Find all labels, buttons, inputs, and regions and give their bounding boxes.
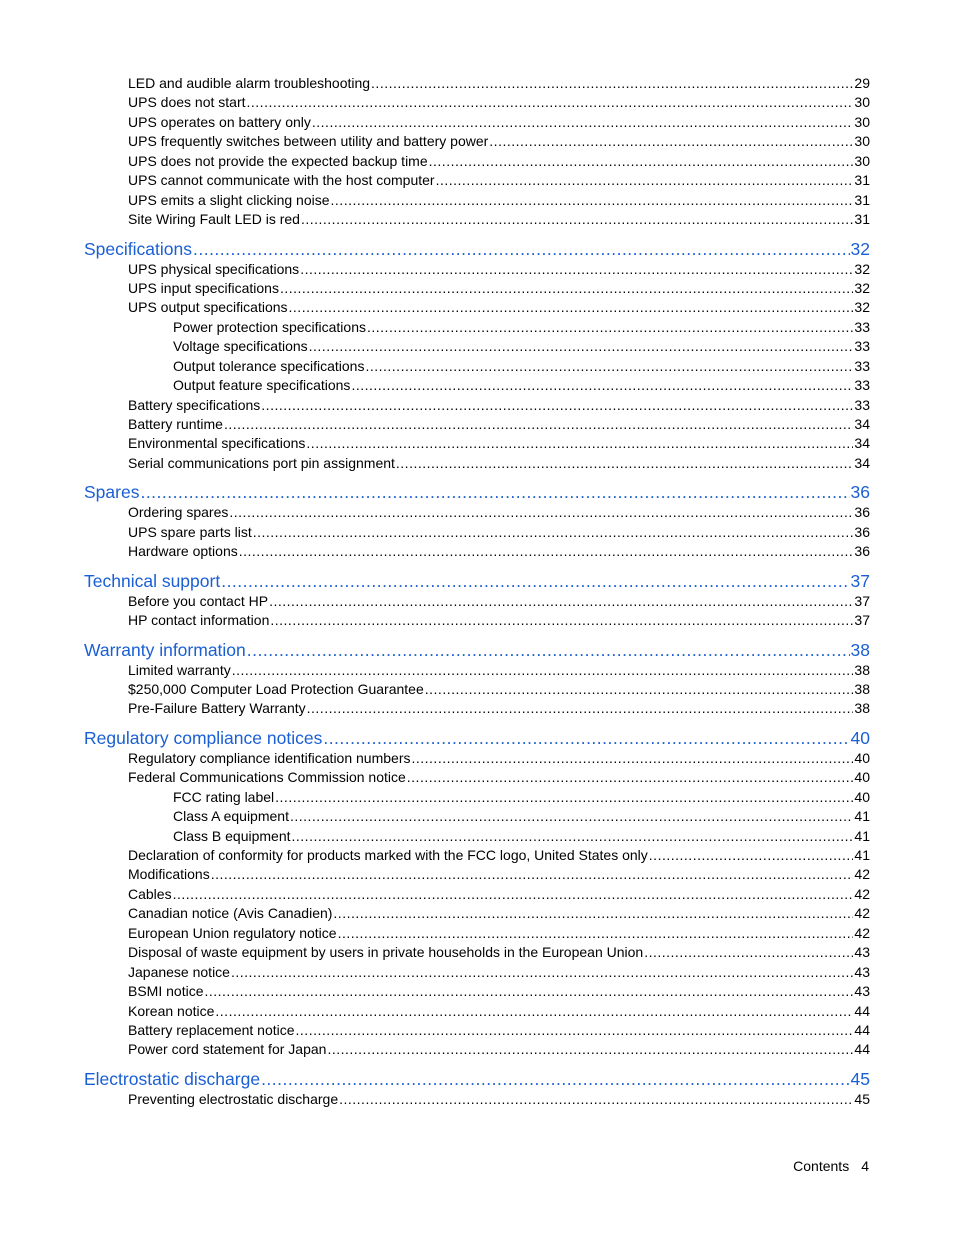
toc-dot-leader <box>232 661 854 680</box>
toc-entry-page-number: 36 <box>850 482 870 503</box>
toc-entry-label: UPS operates on battery only <box>128 113 311 130</box>
toc-entry-page-number: 34 <box>854 435 870 452</box>
toc-entry-page-number: 40 <box>854 769 870 786</box>
toc-dot-leader <box>193 238 850 260</box>
toc-dot-leader <box>215 1002 853 1021</box>
toc-entry-page-number: 38 <box>854 661 870 678</box>
toc-section-entry[interactable] <box>84 846 870 865</box>
toc-section-entry[interactable] <box>84 93 870 112</box>
toc-entry-page-number: 31 <box>854 172 870 189</box>
toc-entry-page-number: 29 <box>854 75 870 91</box>
toc-dot-leader <box>296 1021 854 1040</box>
toc-dot-leader <box>351 376 853 395</box>
toc-dot-leader <box>292 827 854 846</box>
toc-section-entry[interactable] <box>84 74 870 93</box>
toc-dot-leader <box>411 749 853 768</box>
toc-dot-leader <box>327 1040 853 1059</box>
toc-entry-page-number: 37 <box>854 612 870 629</box>
toc-entry-page-number: 36 <box>854 543 870 560</box>
toc-entry-label: Warranty information <box>84 639 246 660</box>
toc-section-entry[interactable] <box>84 963 870 982</box>
toc-entry-page-number: 36 <box>854 523 870 540</box>
toc-entry-label: FCC rating label <box>173 788 275 805</box>
toc-section-entry[interactable] <box>84 113 870 132</box>
toc-entry-page-number: 33 <box>854 357 870 374</box>
toc-dot-leader <box>331 191 854 210</box>
toc-entry-page-number: 43 <box>854 944 870 961</box>
toc-entry-label: Cables <box>128 885 172 902</box>
toc-entry-page-number: 42 <box>854 905 870 922</box>
toc-dot-leader <box>290 807 853 826</box>
toc-dot-leader <box>306 434 853 453</box>
toc-dot-leader <box>338 924 854 943</box>
toc-dot-leader <box>275 788 853 807</box>
toc-section-entry[interactable] <box>84 415 870 434</box>
toc-entry-label: Environmental specifications <box>128 435 306 452</box>
toc-dot-leader <box>269 592 853 611</box>
toc-section-entry[interactable] <box>84 542 870 561</box>
toc-entry-page-number: 31 <box>854 211 870 228</box>
toc-entry-page-number: 43 <box>854 963 870 980</box>
toc-chapter-entry[interactable] <box>84 481 870 503</box>
toc-entry-label: Spares <box>84 482 140 503</box>
toc-dot-leader <box>247 93 854 112</box>
toc-entry-page-number: 40 <box>854 749 870 766</box>
toc-entry-page-number: 43 <box>854 983 870 1000</box>
toc-entry-page-number: 38 <box>854 680 870 697</box>
toc-dot-leader <box>407 768 854 787</box>
toc-entry-label: Ordering spares <box>128 504 229 521</box>
toc-dot-leader <box>365 357 853 376</box>
toc-entry-label: Limited warranty <box>128 661 231 678</box>
toc-entry-label: Modifications <box>128 866 210 883</box>
toc-section-entry[interactable] <box>84 699 870 718</box>
toc-dot-leader <box>644 943 853 962</box>
toc-chapter-entry[interactable] <box>84 1068 870 1090</box>
toc-entry-page-number: 32 <box>854 299 870 316</box>
toc-subsection-entry[interactable] <box>84 827 870 846</box>
toc-section-entry[interactable] <box>84 1040 870 1059</box>
toc-section-entry[interactable] <box>84 191 870 210</box>
toc-entry-label: $250,000 Computer Load Protection Guarantee <box>128 680 424 697</box>
toc-dot-leader <box>173 885 854 904</box>
toc-entry-page-number: 33 <box>854 377 870 394</box>
toc-entry-page-number: 45 <box>854 1090 870 1107</box>
toc-entry-label: UPS cannot communicate with the host computer <box>128 172 435 189</box>
toc-entry-page-number: 30 <box>854 133 870 150</box>
toc-section-entry[interactable] <box>84 749 870 768</box>
toc-entry-label: Preventing electrostatic discharge <box>128 1090 339 1107</box>
toc-dot-leader <box>649 846 854 865</box>
toc-entry-page-number: 33 <box>854 318 870 335</box>
toc-dot-leader <box>489 132 853 151</box>
toc-dot-leader <box>211 865 854 884</box>
toc-section-entry[interactable] <box>84 943 870 962</box>
toc-section-entry[interactable] <box>84 396 870 415</box>
toc-section-entry[interactable] <box>84 279 870 298</box>
toc-section-entry[interactable] <box>84 768 870 787</box>
toc-entry-label: Battery runtime <box>128 416 223 432</box>
toc-section-entry[interactable] <box>84 885 870 904</box>
toc-entry-page-number: 32 <box>854 279 870 296</box>
toc-dot-leader <box>371 74 853 93</box>
page-footer <box>793 1158 869 1174</box>
toc-entry-page-number: 45 <box>850 1068 870 1089</box>
toc-section-entry[interactable] <box>84 503 870 522</box>
toc-entry-label: UPS output specifications <box>128 299 288 316</box>
toc-chapter-entry[interactable] <box>84 639 870 661</box>
toc-dot-leader <box>309 337 854 356</box>
toc-entry-label: Battery replacement notice <box>128 1021 295 1038</box>
toc-entry-page-number: 32 <box>854 260 870 277</box>
toc-dot-leader <box>261 396 853 415</box>
toc-dot-leader <box>323 727 849 749</box>
toc-entry-label: UPS physical specifications <box>128 260 300 277</box>
toc-entry-label: UPS emits a slight clicking noise <box>128 191 330 208</box>
toc-section-entry[interactable] <box>84 982 870 1001</box>
toc-entry-page-number: 30 <box>854 152 870 169</box>
toc-entry-label: LED and audible alarm troubleshooting <box>128 75 371 91</box>
toc-dot-leader <box>436 171 854 190</box>
toc-dot-leader <box>224 415 853 434</box>
toc-entry-label: Battery specifications <box>128 396 261 413</box>
toc-chapter-entry[interactable] <box>84 238 870 260</box>
toc-entry-label: Power protection specifications <box>173 318 366 335</box>
toc-entry-page-number: 41 <box>854 808 870 825</box>
toc-entry-label: UPS does not provide the expected backup time <box>128 152 428 169</box>
toc-entry-label: Serial communications port pin assignment <box>128 454 395 471</box>
toc-dot-leader <box>307 699 854 718</box>
toc-section-entry[interactable] <box>84 1021 870 1040</box>
toc-dot-leader <box>396 454 854 473</box>
toc-entry-label: Canadian notice (Avis Canadien) <box>128 905 333 922</box>
toc-subsection-entry[interactable] <box>84 788 870 807</box>
toc-entry-page-number: 37 <box>850 570 870 591</box>
toc-section-entry[interactable] <box>84 210 870 229</box>
toc-dot-leader <box>429 152 854 171</box>
toc-section-entry[interactable] <box>84 865 870 884</box>
toc-section-entry[interactable] <box>84 434 870 453</box>
toc-entry-label: Class A equipment <box>173 808 289 825</box>
toc-entry-label: UPS input specifications <box>128 279 279 296</box>
toc-entry-label: Pre-Failure Battery Warranty <box>128 700 306 717</box>
toc-dot-leader <box>253 523 854 542</box>
toc-dot-leader <box>229 503 853 522</box>
toc-entry-page-number: 33 <box>854 396 870 413</box>
toc-section-entry[interactable] <box>84 132 870 151</box>
toc-dot-leader <box>301 210 853 229</box>
toc-dot-leader <box>221 570 849 592</box>
toc-dot-leader <box>247 639 850 661</box>
toc-section-entry[interactable] <box>84 1090 870 1109</box>
toc-entry-label: Output feature specifications <box>173 377 351 394</box>
toc-entry-page-number: 42 <box>854 866 870 883</box>
toc-entry-page-number: 37 <box>854 592 870 609</box>
toc-chapter-entry[interactable] <box>84 570 870 592</box>
toc-subsection-entry[interactable] <box>84 357 870 376</box>
toc-entry-label: European Union regulatory notice <box>128 924 337 941</box>
toc-dot-leader <box>140 481 849 503</box>
toc-entry-page-number: 38 <box>850 639 870 660</box>
toc-entry-label: BSMI notice <box>128 983 204 1000</box>
toc-entry-label: Voltage specifications <box>173 338 308 355</box>
toc-entry-label: Japanese notice <box>128 963 230 980</box>
toc-section-entry[interactable] <box>84 454 870 473</box>
toc-entry-label: Power cord statement for Japan <box>128 1041 327 1058</box>
toc-section-entry[interactable] <box>84 611 870 630</box>
toc-section-entry[interactable] <box>84 298 870 317</box>
toc-section-entry[interactable] <box>84 1002 870 1021</box>
toc-dot-leader <box>204 982 853 1001</box>
footer-section-label: Contents <box>793 1158 850 1174</box>
toc-entry-page-number: 36 <box>854 504 870 521</box>
toc-entry-label: Declaration of conformity for products marked with the FCC logo, United States only <box>128 847 648 863</box>
toc-section-entry[interactable] <box>84 661 870 680</box>
toc-dot-leader <box>239 542 854 561</box>
toc-section-entry[interactable] <box>84 523 870 542</box>
toc-dot-leader <box>333 904 853 923</box>
toc-section-entry[interactable] <box>84 171 870 190</box>
toc-section-entry[interactable] <box>84 260 870 279</box>
toc-entry-label: Korean notice <box>128 1002 215 1019</box>
toc-dot-leader <box>312 113 854 132</box>
toc-entry-label: Site Wiring Fault LED is red <box>128 211 300 228</box>
toc-entry-label: Before you contact HP <box>128 592 269 609</box>
toc-entry-page-number: 42 <box>854 885 870 902</box>
toc-entry-page-number: 34 <box>854 454 870 471</box>
toc-entry-page-number: 44 <box>854 1021 870 1038</box>
toc-subsection-entry[interactable] <box>84 318 870 337</box>
toc-section-entry[interactable] <box>84 904 870 923</box>
toc-entry-label: Class B equipment <box>173 827 291 844</box>
toc-dot-leader <box>261 1068 849 1090</box>
toc-entry-label: Output tolerance specifications <box>173 357 365 374</box>
toc-entry-label: Regulatory compliance notices <box>84 727 323 748</box>
table-of-contents <box>84 74 870 1109</box>
toc-entry-page-number: 40 <box>854 788 870 805</box>
toc-entry-label: UPS does not start <box>128 94 246 111</box>
toc-entry-label: Hardware options <box>128 543 238 560</box>
toc-entry-page-number: 44 <box>854 1041 870 1058</box>
toc-entry-page-number: 41 <box>854 827 870 844</box>
toc-dot-leader <box>339 1090 853 1109</box>
toc-section-entry[interactable] <box>84 680 870 699</box>
toc-entry-page-number: 44 <box>854 1002 870 1019</box>
toc-subsection-entry[interactable] <box>84 376 870 395</box>
toc-entry-page-number: 38 <box>854 700 870 717</box>
toc-section-entry[interactable] <box>84 924 870 943</box>
toc-entry-page-number: 31 <box>854 191 870 208</box>
toc-dot-leader <box>300 260 853 279</box>
toc-entry-page-number: 30 <box>854 113 870 130</box>
toc-entry-label: Specifications <box>84 238 192 259</box>
toc-section-entry[interactable] <box>84 152 870 171</box>
toc-entry-page-number: 41 <box>854 847 870 863</box>
toc-dot-leader <box>280 279 853 298</box>
toc-subsection-entry[interactable] <box>84 807 870 826</box>
toc-dot-leader <box>289 298 854 317</box>
toc-dot-leader <box>425 680 854 699</box>
toc-entry-page-number: 33 <box>854 338 870 355</box>
toc-section-entry[interactable] <box>84 592 870 611</box>
toc-entry-label: Technical support <box>84 570 221 591</box>
toc-dot-leader <box>270 611 853 630</box>
toc-entry-page-number: 34 <box>854 416 870 432</box>
toc-entry-label: UPS spare parts list <box>128 523 252 540</box>
toc-entry-page-number: 40 <box>850 727 870 748</box>
toc-subsection-entry[interactable] <box>84 337 870 356</box>
toc-entry-label: Disposal of waste equipment by users in private households in the European Union <box>128 944 644 961</box>
toc-chapter-entry[interactable] <box>84 727 870 749</box>
toc-entry-label: Federal Communications Commission notice <box>128 769 406 786</box>
toc-dot-leader <box>367 318 853 337</box>
toc-entry-page-number: 30 <box>854 94 870 111</box>
toc-entry-label: HP contact information <box>128 612 270 629</box>
toc-entry-label: UPS frequently switches between utility and battery power <box>128 133 489 150</box>
toc-entry-page-number: 32 <box>850 238 870 259</box>
footer-page-number: 4 <box>861 1158 869 1174</box>
toc-entry-page-number: 42 <box>854 924 870 941</box>
toc-entry-label: Regulatory compliance identification numbers <box>128 749 411 766</box>
toc-dot-leader <box>231 963 853 982</box>
toc-entry-label: Electrostatic discharge <box>84 1068 261 1089</box>
